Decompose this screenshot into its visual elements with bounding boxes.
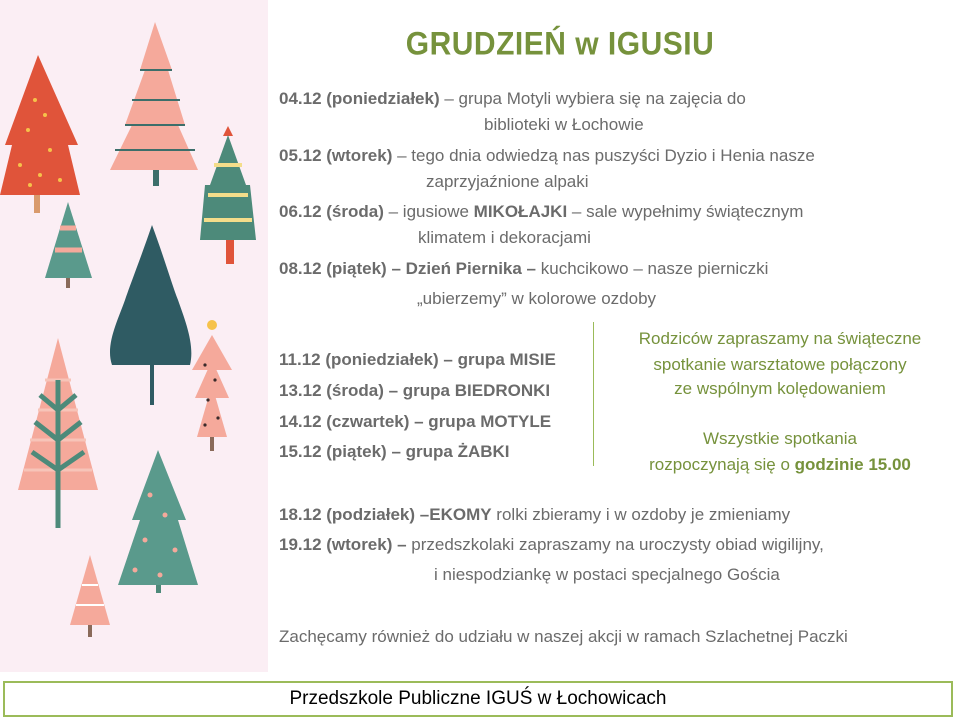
event-line-3-cont: „ubierzemy” w kolorowe ozdoby [417,289,657,308]
event-text: – tego dnia odwiedzą nas puszyści Dyzio i Henia nasze [392,146,815,165]
meeting-time: godzinie 15.00 [794,455,911,474]
invite-line-4: Wszystkie spotkania [703,429,857,448]
event-date: 05.12 (wtorek) [279,146,393,165]
event-text: – sale wypełnimy świątecznym [567,202,804,221]
group-line: 15.12 (piątek) – grupa ŻABKI [279,442,510,461]
vertical-divider [593,322,594,466]
event-line-3 [279,258,768,280]
event-highlight: MIKOŁAJKI [473,202,568,221]
event-line-1-cont: zaprzyjaźnione alpaki [426,172,589,191]
event-date: 08.12 (piątek) – Dzień Piernika – [279,259,537,278]
event-date: 19.12 (wtorek) – [279,535,407,554]
event-date: 04.12 (poniedziałek) [279,89,440,108]
event-text: rolki zbieramy i w ozdoby je zmieniamy [491,505,791,524]
later-line-0 [279,504,790,526]
invite-line-3: ze wspólnym kolędowaniem [674,379,886,398]
closing-text: Zachęcamy również do udziału w naszej akcji w ramach Szlachetnej Paczki [279,627,848,646]
event-text: – grupa Motyli wybiera się na zajęcia do [439,89,746,108]
event-date: 18.12 (podziałek) –EKOMY [279,505,492,524]
event-line-0 [279,88,746,110]
invite-line-2: spotkanie warsztatowe połączony [653,355,907,374]
group-line: 13.12 (środa) – grupa BIEDRONKI [279,381,551,400]
christmas-trees-decoration [0,0,268,672]
event-text: przedszkolaki zapraszamy na uroczysty obiad wigilijny, [406,535,824,554]
later-line-1 [279,534,824,556]
event-line-0-cont: biblioteki w Łochowie [484,115,644,134]
event-line-2 [279,201,803,223]
event-date: 06.12 (środa) [279,202,384,221]
group-line: 14.12 (czwartek) – grupa MOTYLE [279,412,552,431]
footer-banner: Przedszkole Publiczne IGUŚ w Łochowicach [3,681,953,717]
page-title: GRUDZIEŃ w IGUSIU [405,26,715,63]
event-line-2-cont: klimatem i dekoracjami [418,228,591,247]
invite-line-1: Rodziców zapraszamy na świąteczne [638,329,922,348]
invite-line-5: rozpoczynają się o godzinie 15.00 [649,455,911,474]
event-text: – igusiowe [383,202,474,221]
event-text: kuchcikowo – nasze pierniczki [536,259,769,278]
event-line-1 [279,145,815,167]
later-line-1-cont: i niespodziankę w postaci specjalnego Gościa [434,565,780,584]
group-line: 11.12 (poniedziałek) – grupa MISIE [279,350,556,369]
